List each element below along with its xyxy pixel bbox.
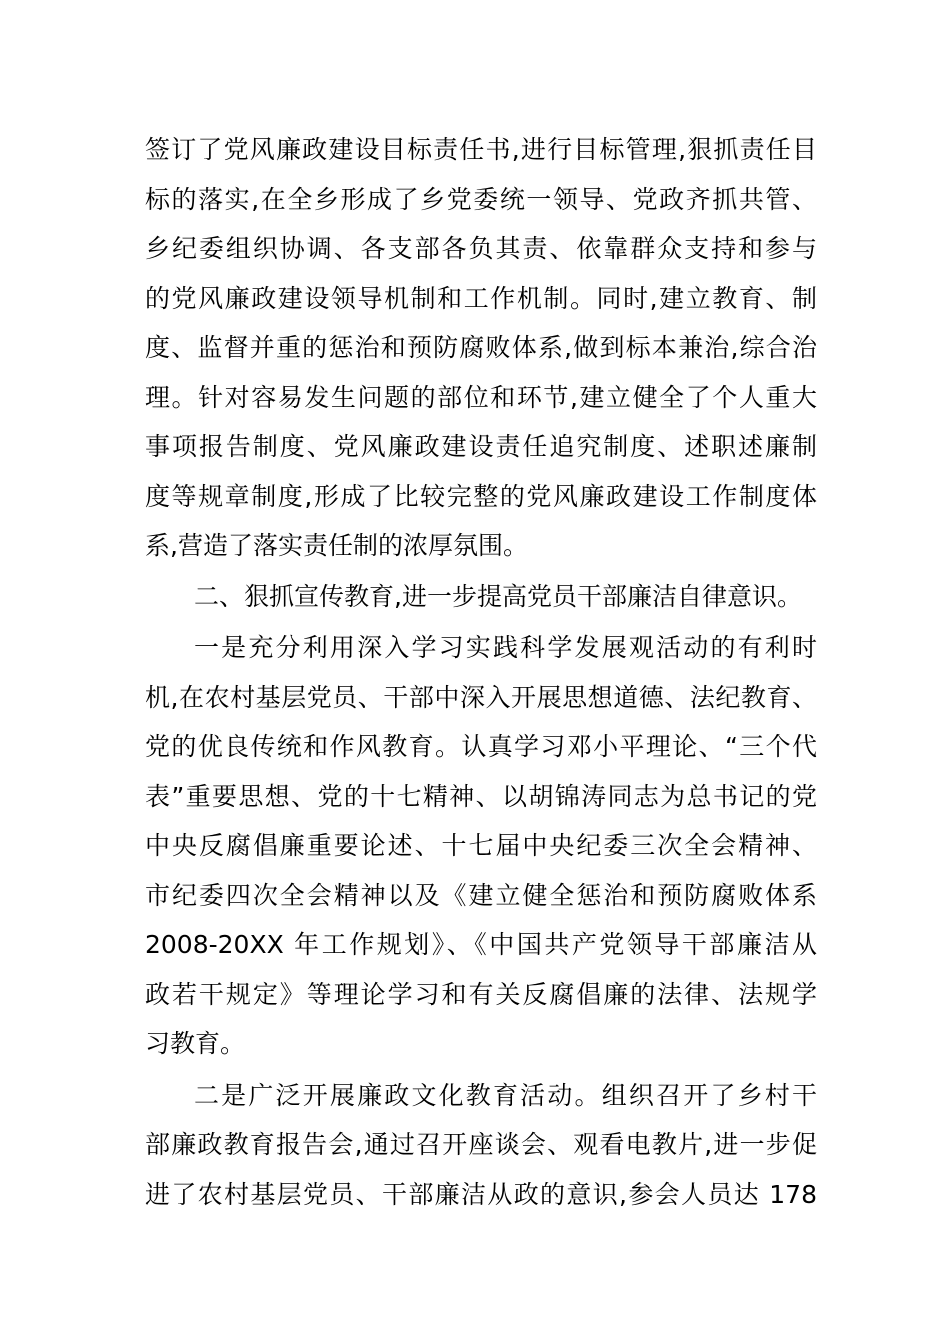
section-heading: 二、狠抓宣传教育,进一步提高党员干部廉洁自律意识。 <box>194 582 802 611</box>
text-line: 市纪委四次全会精神以及《建立健全惩治和预防腐败体系 <box>145 881 817 910</box>
text-line: 乡纪委组织协调、各支部各负其责、依靠群众支持和参与 <box>145 234 817 263</box>
text-line: 2008-20XX 年工作规划》、《中国共产党领导干部廉洁从 <box>145 930 817 959</box>
text-line: 中央反腐倡廉重要论述、十七届中央纪委三次全会精神、 <box>145 831 817 860</box>
text-line: 标的落实,在全乡形成了乡党委统一领导、党政齐抓共管、 <box>145 185 817 214</box>
text-line: 习教育。 <box>145 1029 246 1058</box>
text-line: 系,营造了落实责任制的浓厚氛围。 <box>145 531 528 560</box>
text-line: 度、监督并重的惩治和预防腐败体系,做到标本兼治,综合治 <box>145 333 817 362</box>
text-line: 签订了党风廉政建设目标责任书,进行目标管理,狠抓责任目 <box>145 135 817 164</box>
text-line: 一是充分利用深入学习实践科学发展观活动的有利时 <box>194 633 817 662</box>
text-line: 二是广泛开展廉政文化教育活动。组织召开了乡村干 <box>194 1081 817 1110</box>
text-line: 党的优良传统和作风教育。认真学习邓小平理论、“三个代 <box>145 732 817 761</box>
text-line: 理。针对容易发生问题的部位和环节,建立健全了个人重大 <box>145 383 817 412</box>
text-line: 度等规章制度,形成了比较完整的党风廉政建设工作制度体 <box>145 482 817 511</box>
text-line: 机,在农村基层党员、干部中深入开展思想道德、法纪教育、 <box>145 683 817 712</box>
text-line: 政若干规定》等理论学习和有关反腐倡廉的法律、法规学 <box>145 980 817 1009</box>
text-line: 部廉政教育报告会,通过召开座谈会、观看电教片,进一步促 <box>145 1130 817 1159</box>
text-line: 表”重要思想、党的十七精神、以胡锦涛同志为总书记的党 <box>145 782 817 811</box>
text-line: 的党风廉政建设领导机制和工作机制。同时,建立教育、制 <box>145 284 817 313</box>
text-line: 进了农村基层党员、干部廉洁从政的意识,参会人员达 178 <box>145 1180 817 1209</box>
text-line: 事项报告制度、党风廉政建设责任追究制度、述职述廉制 <box>145 432 817 461</box>
